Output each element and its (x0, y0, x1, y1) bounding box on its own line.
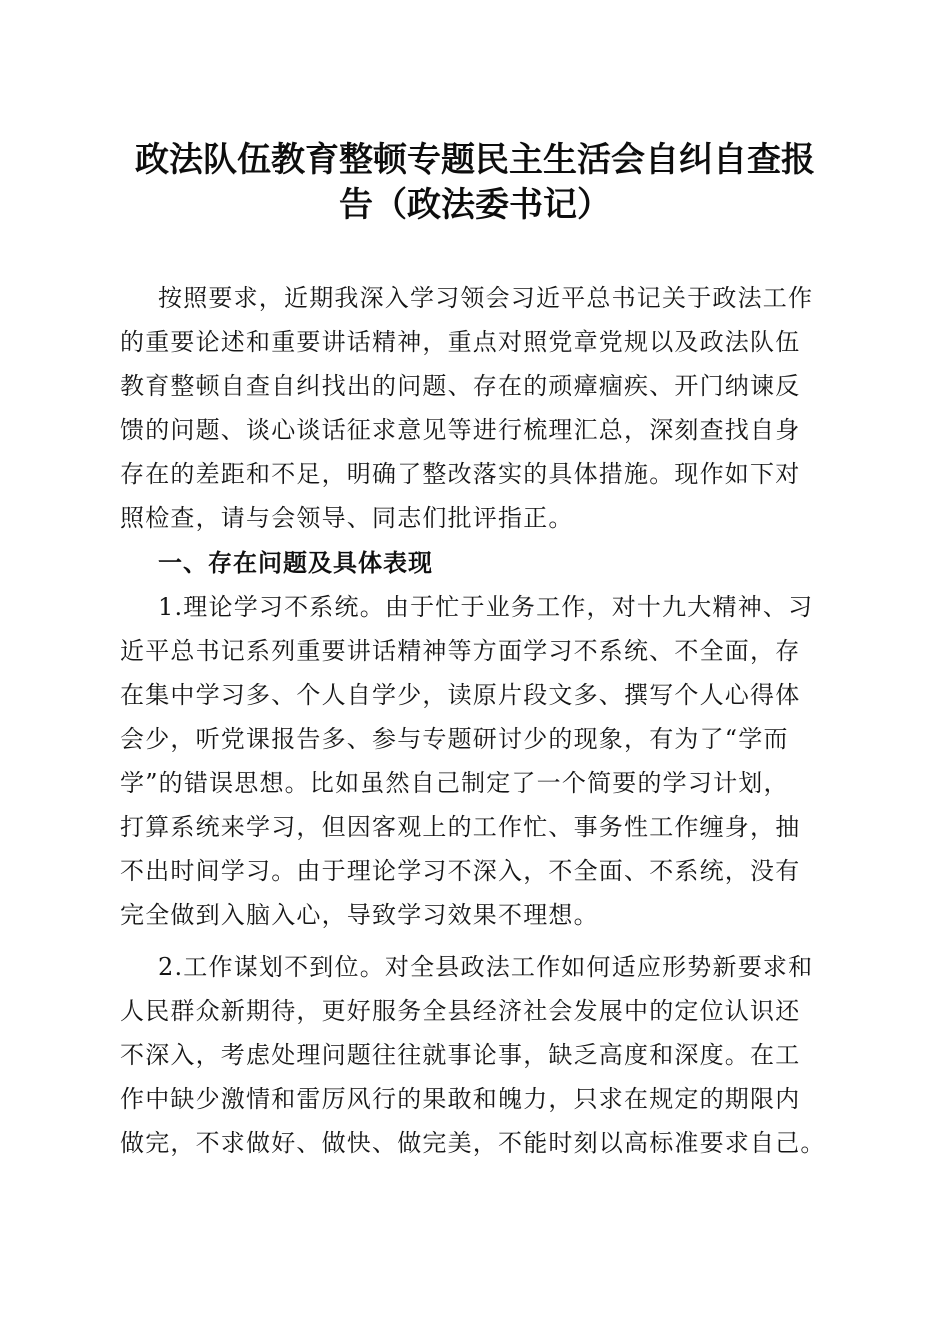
item-2-line: 不深入，考虑处理问题往往就事论事，缺乏高度和深度。在工 (120, 1041, 801, 1069)
intro-paragraph-line: 照检查，请与会领导、同志们批评指正。 (120, 504, 574, 532)
intro-paragraph-line: 教育整顿自查自纠找出的问题、存在的顽瘴痼疾、开门纳谏反 (120, 372, 801, 400)
item-1-line: 近平总书记系列重要讲话精神等方面学习不系统、不全面，存 (120, 637, 801, 665)
intro-paragraph-line: 的重要论述和重要讲话精神，重点对照党章党规以及政法队伍 (120, 328, 801, 356)
item-1-line: 在集中学习多、个人自学少，读原片段文多、撰写个人心得体 (120, 681, 801, 709)
item-2-line: 2.工作谋划不到位。对全县政法工作如何适应形势新要求和 (158, 953, 814, 981)
document-title-line-2: 告（政法委书记） (339, 185, 611, 225)
intro-paragraph-line: 存在的差距和不足，明确了整改落实的具体措施。现作如下对 (120, 460, 801, 488)
item-1-line: 完全做到入脑入心，导致学习效果不理想。 (120, 901, 599, 929)
item-1-line: 打算系统来学习，但因客观上的工作忙、事务性工作缠身，抽 (120, 813, 801, 841)
intro-paragraph-line: 按照要求，近期我深入学习领会习近平总书记关于政法工作 (158, 284, 814, 312)
document-title-line-1: 政法队伍教育整顿专题民主生活会自纠自查报 (135, 140, 815, 180)
item-2-line: 作中缺少激情和雷厉风行的果敢和魄力，只求在规定的期限内 (120, 1085, 801, 1113)
intro-paragraph-line: 馈的问题、谈心谈话征求意见等进行梳理汇总，深刻查找自身 (120, 416, 801, 444)
item-2-line: 做完，不求做好、做快、做完美，不能时刻以高标准要求自己。 (120, 1129, 826, 1157)
item-1-line: 不出时间学习。由于理论学习不深入，不全面、不系统，没有 (120, 857, 801, 885)
item-1-line: 1.理论学习不系统。由于忙于业务工作，对十九大精神、习 (158, 593, 814, 621)
item-2-line: 人民群众新期待，更好服务全县经济社会发展中的定位认识还 (120, 997, 801, 1025)
item-1-line: 会少，听党课报告多、参与专题研讨少的现象，有为了“学而 (120, 725, 789, 753)
item-1-line: 学”的错误思想。比如虽然自己制定了一个简要的学习计划， (120, 769, 789, 797)
section-heading: 一、存在问题及具体表现 (158, 549, 433, 577)
